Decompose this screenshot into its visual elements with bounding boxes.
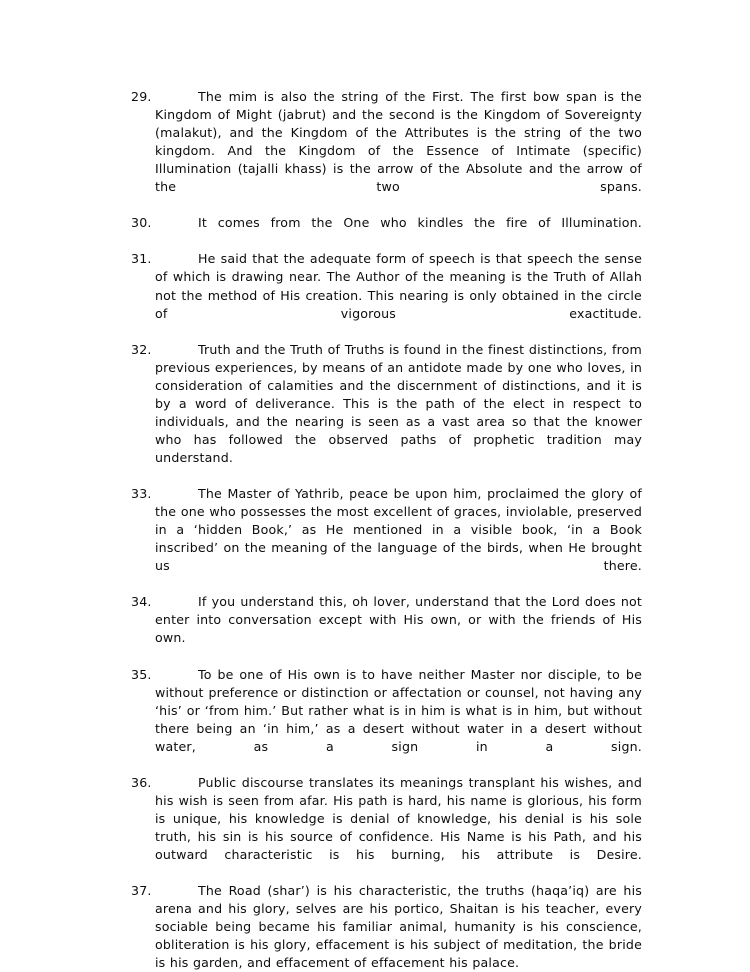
paragraph-number: 37.	[131, 883, 152, 899]
paragraph-text: It comes from the One who kindles the fire of Illumination.	[198, 215, 642, 231]
paragraph-text: The Road (shar’) is his characteristic, the truths (haqa’iq) are his arena and his glory, selves are his portico, Shaitan is his teacher, every sociable being became his familiar animal, humanity is his conscience, obliteration is his glory, effacement is his subject of meditation, the bride is his garden, and effacement of effacement his palace.	[155, 883, 642, 971]
paragraph-text: Public discourse translates its meanings transplant his wishes, and his wish is seen from afar. His path is hard, his name is glorious, his form is unique, his knowledge is denial of knowledge, his denial is his sole truth, his sin is his source of confidence. His Name is his Path, and his outward characteristic is his burning, his attribute is Desire.	[155, 774, 642, 862]
paragraph-text: He said that the adequate form of speech is that speech the sense of which is drawing near. The Author of the meaning is the Truth of Allah not the method of His creation. This nearing is only obtained in the circle of vigorous exactitude.	[155, 251, 642, 321]
paragraph-number: 33.	[131, 486, 152, 502]
paragraph-number: 31.	[131, 251, 152, 267]
paragraph-34	[131, 593, 642, 665]
paragraph-text: To be one of His own is to have neither Master nor disciple, to be without preference or distinction or affectation or counsel, not having any ‘his’ or ‘from him.’ But rather what is in him is what is in him, but without there being an ‘in him,’ as a desert without water in a desert without water, as a sign in a sign.	[155, 666, 642, 754]
paragraph-36	[131, 774, 642, 882]
paragraph-30	[131, 214, 642, 250]
paragraph-33	[131, 485, 642, 593]
paragraph-number: 30.	[131, 215, 152, 231]
paragraph-35	[131, 666, 642, 774]
paragraph-number: 34.	[131, 594, 152, 610]
numbered-paragraph-list	[131, 88, 642, 972]
paragraph-text: Truth and the Truth of Truths is found in the finest distinctions, from previous experiences, by means of an antidote made by one who loves, in consideration of calamities and the discernment of distinctions, and it is by a word of deliverance. This is the path of the elect in respect to individuals, and the nearing is seen as a vast area so that the knower who has followed the observed paths of prophetic tradition may understand.	[155, 341, 642, 465]
paragraph-29	[131, 88, 642, 214]
paragraph-text: The Master of Yathrib, peace be upon him, proclaimed the glory of the one who possesses the most excellent of graces, inviolable, preserved in a ‘hidden Book,’ as He mentioned in a visible book, ‘in a Book inscribed’ on the meaning of the language of the birds, when He brought us there.	[155, 486, 642, 574]
paragraph-number: 36.	[131, 774, 152, 790]
paragraph-32	[131, 341, 642, 485]
paragraph-number: 32.	[131, 341, 152, 357]
paragraph-number: 29.	[131, 89, 152, 104]
paragraph-31	[131, 250, 642, 340]
paragraph-text: The mim is also the string of the First. The first bow span is the Kingdom of Might (jabrut) and the second is the Kingdom of Sovereignty (malakut), and the Kingdom of the Attributes is the string of the two kingdom. And the Kingdom of the Essence of Intimate (specific) Illumination (tajalli khass) is the arrow of the Absolute and the arrow of the two spans.	[155, 89, 642, 195]
paragraph-37	[131, 882, 642, 972]
paragraph-text: If you understand this, oh lover, understand that the Lord does not enter into conversation except with His own, or with the friends of His own.	[155, 594, 642, 646]
paragraph-number: 35.	[131, 666, 152, 682]
